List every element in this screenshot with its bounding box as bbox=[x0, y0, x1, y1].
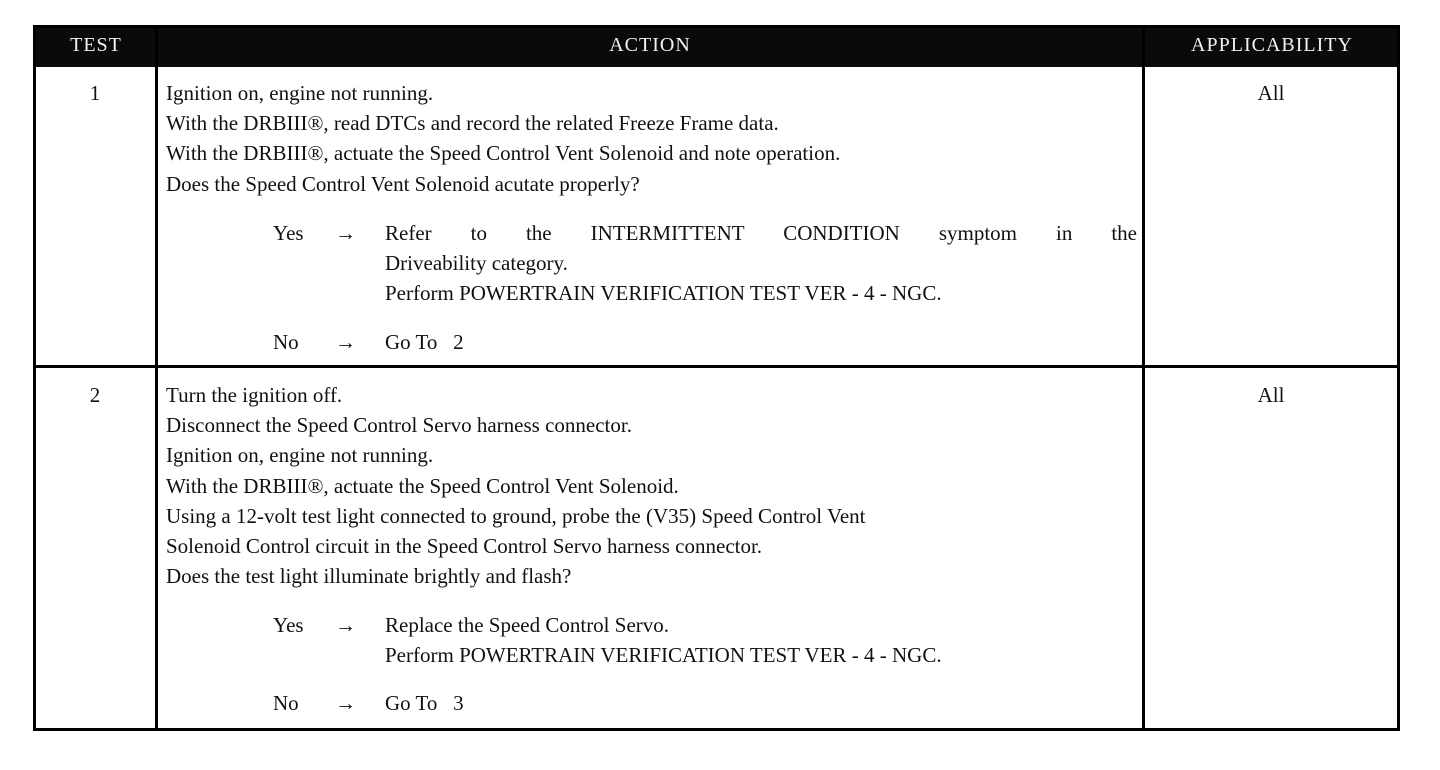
result-line: Replace the Speed Control Servo. bbox=[385, 613, 670, 637]
row1-test-number: 1 bbox=[89, 81, 101, 105]
action-line: Using a 12-volt test light connected to ground, probe the (V35) Speed Control Vent bbox=[166, 503, 866, 528]
action-line: Ignition on, engine not running. bbox=[166, 81, 434, 105]
action-line: Does the test light illuminate brightly and flash? bbox=[166, 564, 572, 589]
no-label: No bbox=[273, 691, 299, 715]
result-line: Perform POWERTRAIN VERIFICATION TEST VER - 4 - NGC. bbox=[385, 281, 942, 306]
action-line: Solenoid Control circuit in the Speed Control Servo harness connector. bbox=[166, 534, 763, 559]
action-line: Disconnect the Speed Control Servo harness connector. bbox=[166, 413, 632, 438]
no-result: Go To 2 bbox=[385, 330, 464, 354]
no-label: No bbox=[273, 330, 299, 354]
header-test: TEST bbox=[70, 34, 122, 56]
no-result: Go To 3 bbox=[385, 691, 464, 715]
action-line: With the DRBIII®, actuate the Speed Control Vent Solenoid. bbox=[166, 473, 679, 498]
result-line: Perform POWERTRAIN VERIFICATION TEST VER - 4 - NGC. bbox=[385, 643, 942, 668]
yes-result bbox=[385, 218, 1137, 309]
result-line: Driveability category. bbox=[385, 251, 568, 276]
yes-result bbox=[385, 610, 1137, 670]
row-divider bbox=[36, 365, 1397, 368]
result-line: Refer to the INTERMITTENT CONDITION symptom in the bbox=[385, 221, 1137, 245]
row1-action-text bbox=[166, 78, 1141, 199]
row1-yes-response bbox=[273, 218, 1143, 313]
row2-action-text bbox=[166, 380, 1141, 591]
action-line: Does the Speed Control Vent Solenoid acutate properly? bbox=[166, 171, 640, 196]
action-line: Ignition on, engine not running. bbox=[166, 443, 434, 468]
action-line: With the DRBIII®, read DTCs and record the related Freeze Frame data. bbox=[166, 111, 779, 136]
table-header bbox=[36, 28, 1397, 67]
arrow-icon: → bbox=[335, 691, 356, 715]
column-divider bbox=[155, 28, 158, 728]
action-line: With the DRBIII®, actuate the Speed Control Vent Solenoid and note operation. bbox=[166, 141, 841, 166]
arrow-icon: → bbox=[335, 221, 356, 245]
header-applicability: APPLICABILITY bbox=[1191, 34, 1353, 56]
diagnostic-test-table bbox=[33, 25, 1400, 731]
row1-applicability: All bbox=[1257, 81, 1285, 105]
yes-label: Yes bbox=[273, 613, 304, 637]
column-divider bbox=[1142, 28, 1145, 728]
action-line: Turn the ignition off. bbox=[166, 383, 343, 407]
arrow-icon: → bbox=[335, 613, 356, 637]
row2-test-number: 2 bbox=[89, 383, 101, 407]
row2-applicability: All bbox=[1257, 383, 1285, 407]
arrow-icon: → bbox=[335, 330, 356, 354]
header-action: ACTION bbox=[609, 34, 691, 56]
yes-label: Yes bbox=[273, 221, 304, 245]
